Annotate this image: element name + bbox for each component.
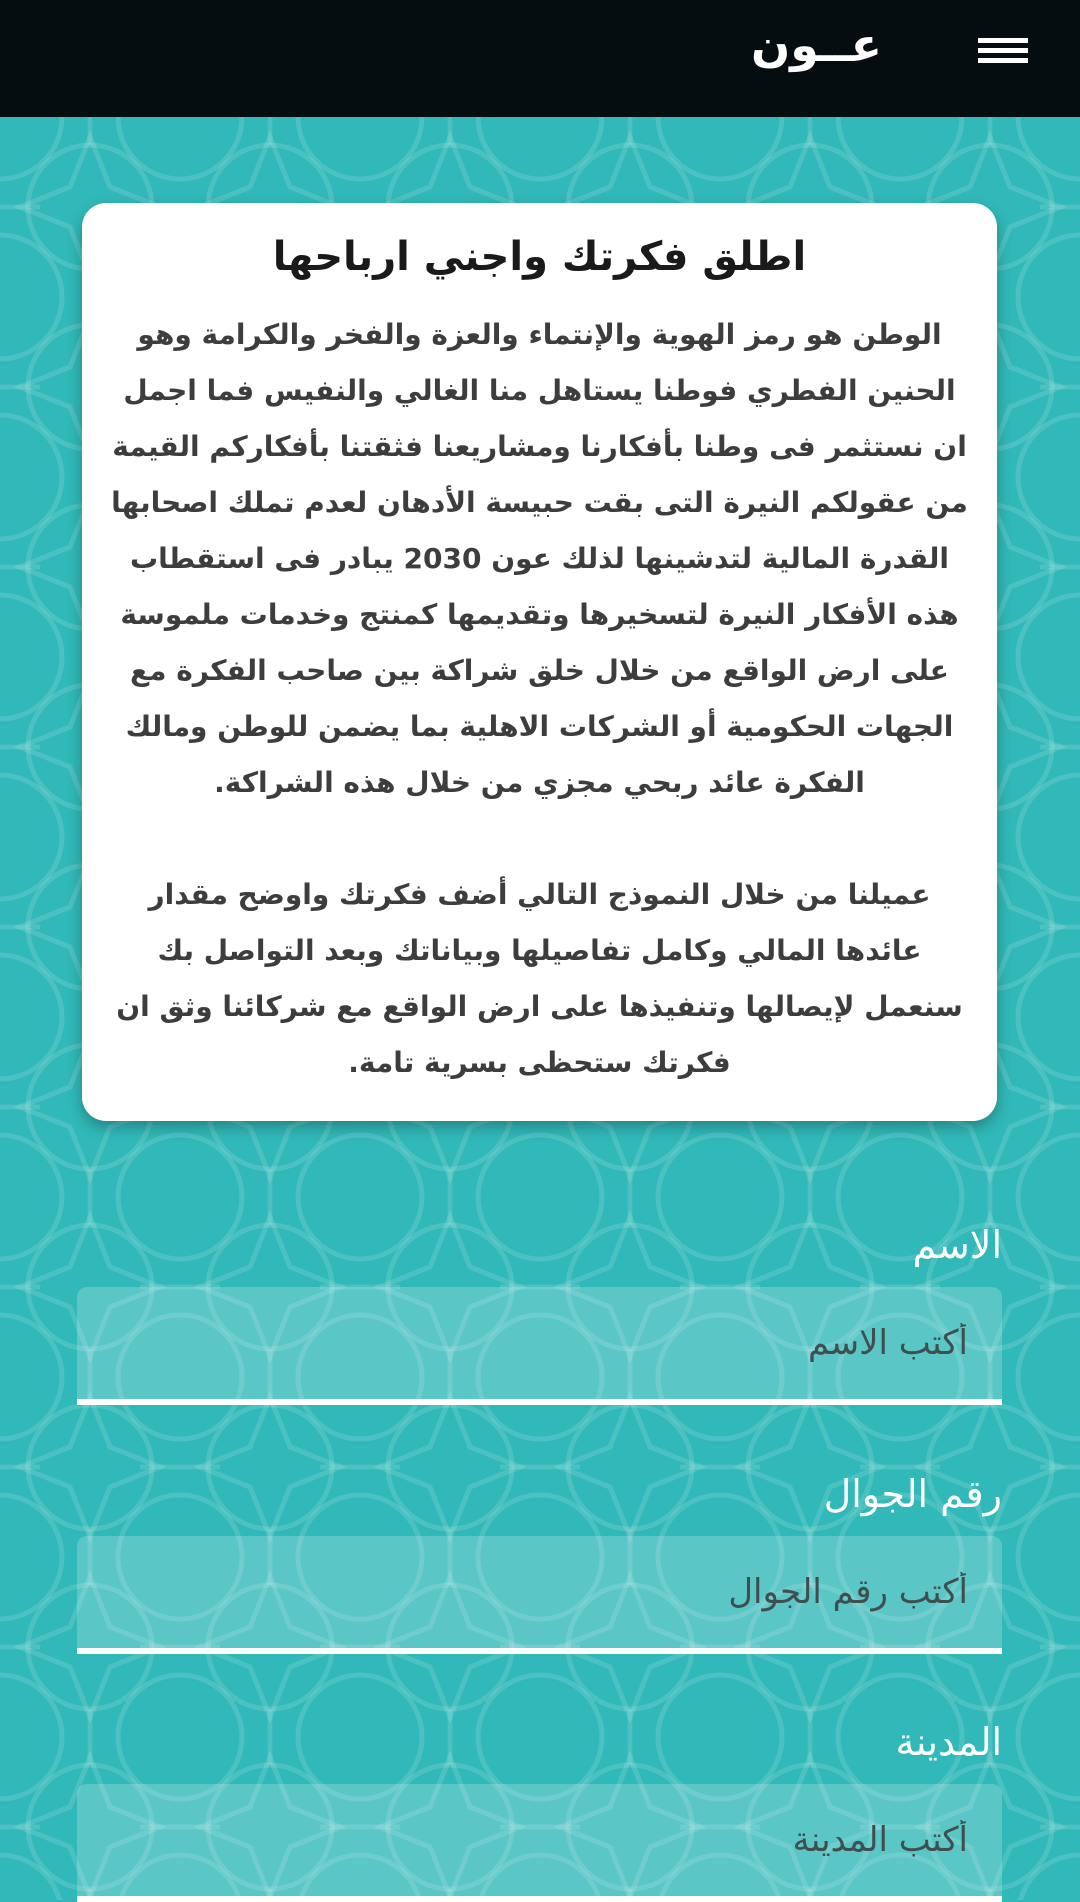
intro-paragraph-2: عميلنا من خلال النموذج التالي أضف فكرتك واوضح مقدار عائدها المالي وكامل تفاصيلها وبياناتك وبعد التواصل بك سنعمل لإيصالها وتنفيذها على ارض الواقع مع شركائنا وثق ان فكرتك ستحظى بسرية تامة. [116, 878, 963, 1079]
intro-card [82, 203, 997, 1121]
menu-line [978, 48, 1028, 53]
menu-line [978, 58, 1028, 63]
city-label: المدينة [895, 1720, 1002, 1764]
mobile-form-group [77, 1464, 1002, 1654]
city-input[interactable] [77, 1784, 1002, 1902]
app-bar [0, 0, 1080, 117]
city-form-group [77, 1712, 1002, 1902]
name-form-group [77, 1215, 1002, 1405]
app-title: عــون [751, 18, 882, 72]
intro-title: اطلق فكرتك واجني ارباحها [272, 234, 807, 280]
name-label: الاسم [912, 1223, 1002, 1267]
mobile-label: رقم الجوال [823, 1472, 1002, 1516]
hamburger-menu-icon[interactable] [972, 32, 1032, 72]
mobile-input[interactable] [77, 1536, 1002, 1654]
intro-paragraph-1: الوطن هو رمز الهوية والإنتماء والعزة والفخر والكرامة وهو الحنين الفطري فوطنا يستاهل منا الغالي والنفيس فما اجمل ان نستثمر فى وطنا بأفكارنا ومشاريعنا فثقتنا بأفكاركم القيمة من عقولكم النيرة التى بقت حبيسة الأدهان لعدم تملك اصحابها القدرة المالية لتدشينها لذلك عون 2030 يبادر فى استقطاب هذه الأفكار النيرة لتسخيرها وتقديمها كمنتج وخدمات ملموسة على ارض الواقع من خلال خلق شراكة بين صاحب الفكرة مع الجهات الحكومية أو الشركات الاهلية بما يضمن للوطن ومالك الفكرة عائد ربحي مجزي من خلال هذه الشراكة. [111, 318, 968, 799]
name-input[interactable] [77, 1287, 1002, 1405]
menu-line [978, 38, 1028, 43]
